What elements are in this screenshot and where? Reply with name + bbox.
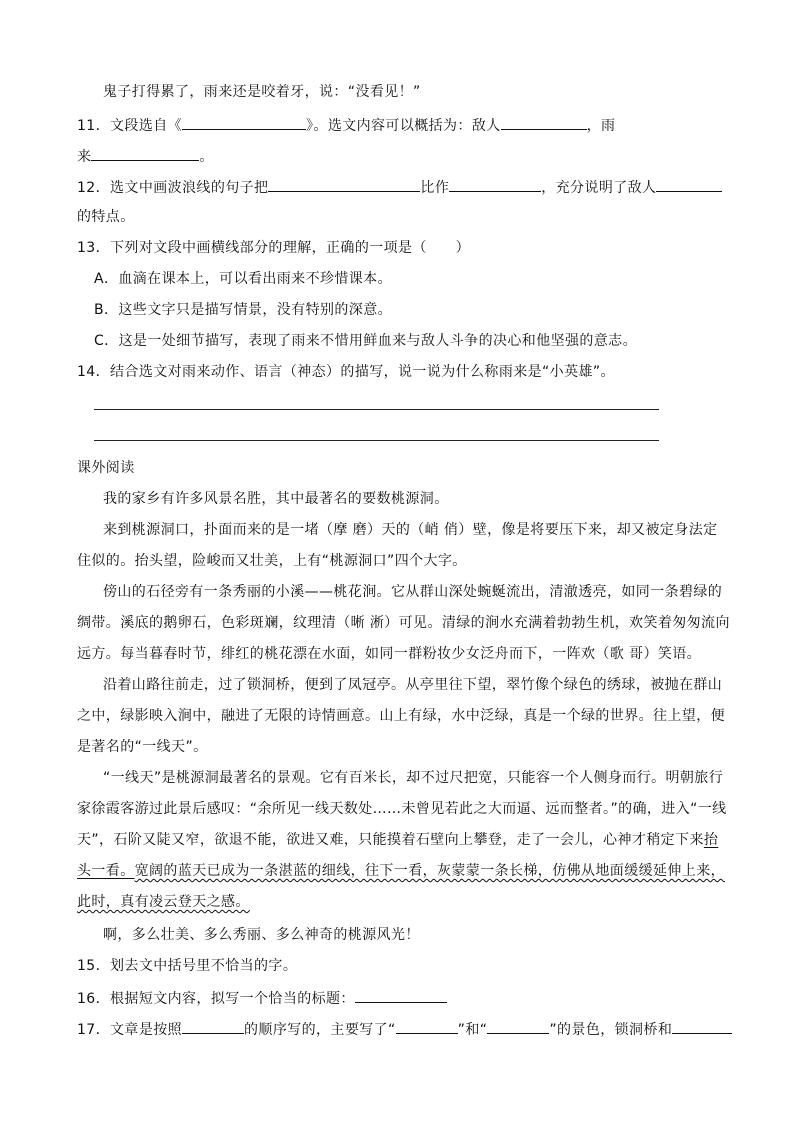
answer-line-1[interactable] xyxy=(94,409,659,410)
blank-compared-thing[interactable] xyxy=(268,176,420,192)
blank-order[interactable] xyxy=(182,1018,244,1034)
passage-para-4-line-1: 沿着山路往前走，过了锁洞桥，便到了凤冠亭。从亭里往下望，翠竹像个绿色的绣球，被抛在群山 xyxy=(103,677,723,693)
question-11: 11．文段选自《 》。选文内容可以概括为：敌人 ，雨 xyxy=(77,114,615,134)
blank-scene-1[interactable] xyxy=(396,1018,458,1034)
wavy-underlined-sentence: 宽阔的蓝天已成为一条湛蓝的细线，往下一看，灰蒙蒙一条长梯，仿佛从地面缓缓延伸上来， xyxy=(134,863,726,879)
blank-yulai-summary[interactable] xyxy=(91,145,199,161)
passage-para-2-line-2: 住似的。抬头望，险峻而又壮美，上有“桃源洞口”四个大字。 xyxy=(77,553,467,569)
passage-para-3-line-2: 绸带。溪底的鹅卵石，色彩斑斓，纹理清（晰 淅）可见。清绿的涧水充满着勃勃生机，欢笑着匆匆流向 xyxy=(77,615,730,631)
blank-compared-to[interactable] xyxy=(449,176,541,192)
passage-para-3-line-3: 远方。每当暮春时节，绯红的桃花漂在水面，如同一群粉妆少女泛舟而下，一阵欢（歌 哥）笑语。 xyxy=(77,646,702,662)
blank-more[interactable] xyxy=(672,1018,732,1034)
passage-para-2-line-1: 来到桃源洞口，扑面而来的是一堵（摩 磨）天的（峭 俏）壁，像是将要压下来，却又被定身法定 xyxy=(103,522,718,538)
question-14: 14．结合选文对雨来动作、语言（神态）的描写，说一说为什么称雨来是“小英雄”。 xyxy=(77,364,615,380)
blank-source-title[interactable] xyxy=(182,114,306,130)
question-13-stem: 13．下列对文段中画横线部分的理解，正确的一项是（ ） xyxy=(77,240,471,256)
blank-scene-2[interactable] xyxy=(487,1018,549,1034)
passage-para-4-line-3: 是著名的“一线天”。 xyxy=(77,739,208,755)
blank-enemy-trait[interactable] xyxy=(656,176,722,192)
wavy-underlined-sentence: 此时，真有凌云登天之感。 xyxy=(77,894,250,910)
section-title: 课外阅读 xyxy=(77,460,135,476)
passage-para-5-line-3: 天”，石阶又陡又窄，欲退不能，欲进又难，只能摸着石壁向上攀登，走了一会儿，心神才稍定下来抬 xyxy=(77,832,719,848)
underlined-phrase: 抬 xyxy=(703,832,719,848)
passage-para-6: 啊，多么壮美、多么秀丽、多么神奇的桃源风光！ xyxy=(103,927,420,943)
passage-para-5-line-1: “一线天”是桃源洞最著名的景观。它有百米长，却不过尺把宽，只能容一个人侧身而行。明朝旅行 xyxy=(103,770,724,786)
quote-line: 鬼子打得累了，雨来还是咬着牙，说：“没看见！” xyxy=(103,84,421,100)
passage-para-3-line-1: 傍山的石径旁有一条秀丽的小溪——桃花涧。它从群山深处蜿蜒流出，清澈透亮，如同一条碧绿的 xyxy=(103,584,723,600)
question-17: 17．文章是按照 的顺序写的，主要写了“ ”和“ ”的景色，锁洞桥和 xyxy=(77,1018,732,1038)
answer-line-2[interactable] xyxy=(94,440,659,441)
blank-title[interactable] xyxy=(355,987,447,1003)
question-16: 16．根据短文内容，拟写一个恰当的标题： xyxy=(77,987,447,1007)
option-a[interactable]: A．血滴在课本上，可以看出雨来不珍惜课本。 xyxy=(94,271,392,287)
blank-enemy-summary[interactable] xyxy=(501,114,587,130)
option-c[interactable]: C．这是一处细节描写，表现了雨来不惜用鲜血来与敌人斗争的决心和他坚强的意志。 xyxy=(94,333,637,349)
passage-para-5-line-5 xyxy=(77,892,250,912)
question-12: 12．选文中画波浪线的句子把 比作 ，充分说明了敌人 xyxy=(77,176,722,196)
passage-para-5-line-2: 家徐霞客游过此景后感叹：“余所见一线天数处……未曾见若此之大而逼、远而整者。”的确，进入“一线 xyxy=(77,801,727,817)
passage-para-1: 我的家乡有许多风景名胜，其中最著名的要数桃源洞。 xyxy=(103,491,449,507)
passage-para-4-line-2: 之中，绿影映入涧中，融进了无限的诗情画意。山上有绿，水中泛绿，真是一个绿的世界。往上望，便 xyxy=(77,708,725,724)
question-12-cont: 的特点。 xyxy=(77,209,135,225)
passage-para-5-line-4 xyxy=(77,861,725,881)
question-15: 15．划去文中括号里不恰当的字。 xyxy=(77,958,298,974)
question-11-cont: 来 。 xyxy=(77,145,214,165)
option-b[interactable]: B．这些文字只是描写情景，没有特别的深意。 xyxy=(94,302,393,318)
underlined-phrase: 头一看。 xyxy=(77,863,135,879)
